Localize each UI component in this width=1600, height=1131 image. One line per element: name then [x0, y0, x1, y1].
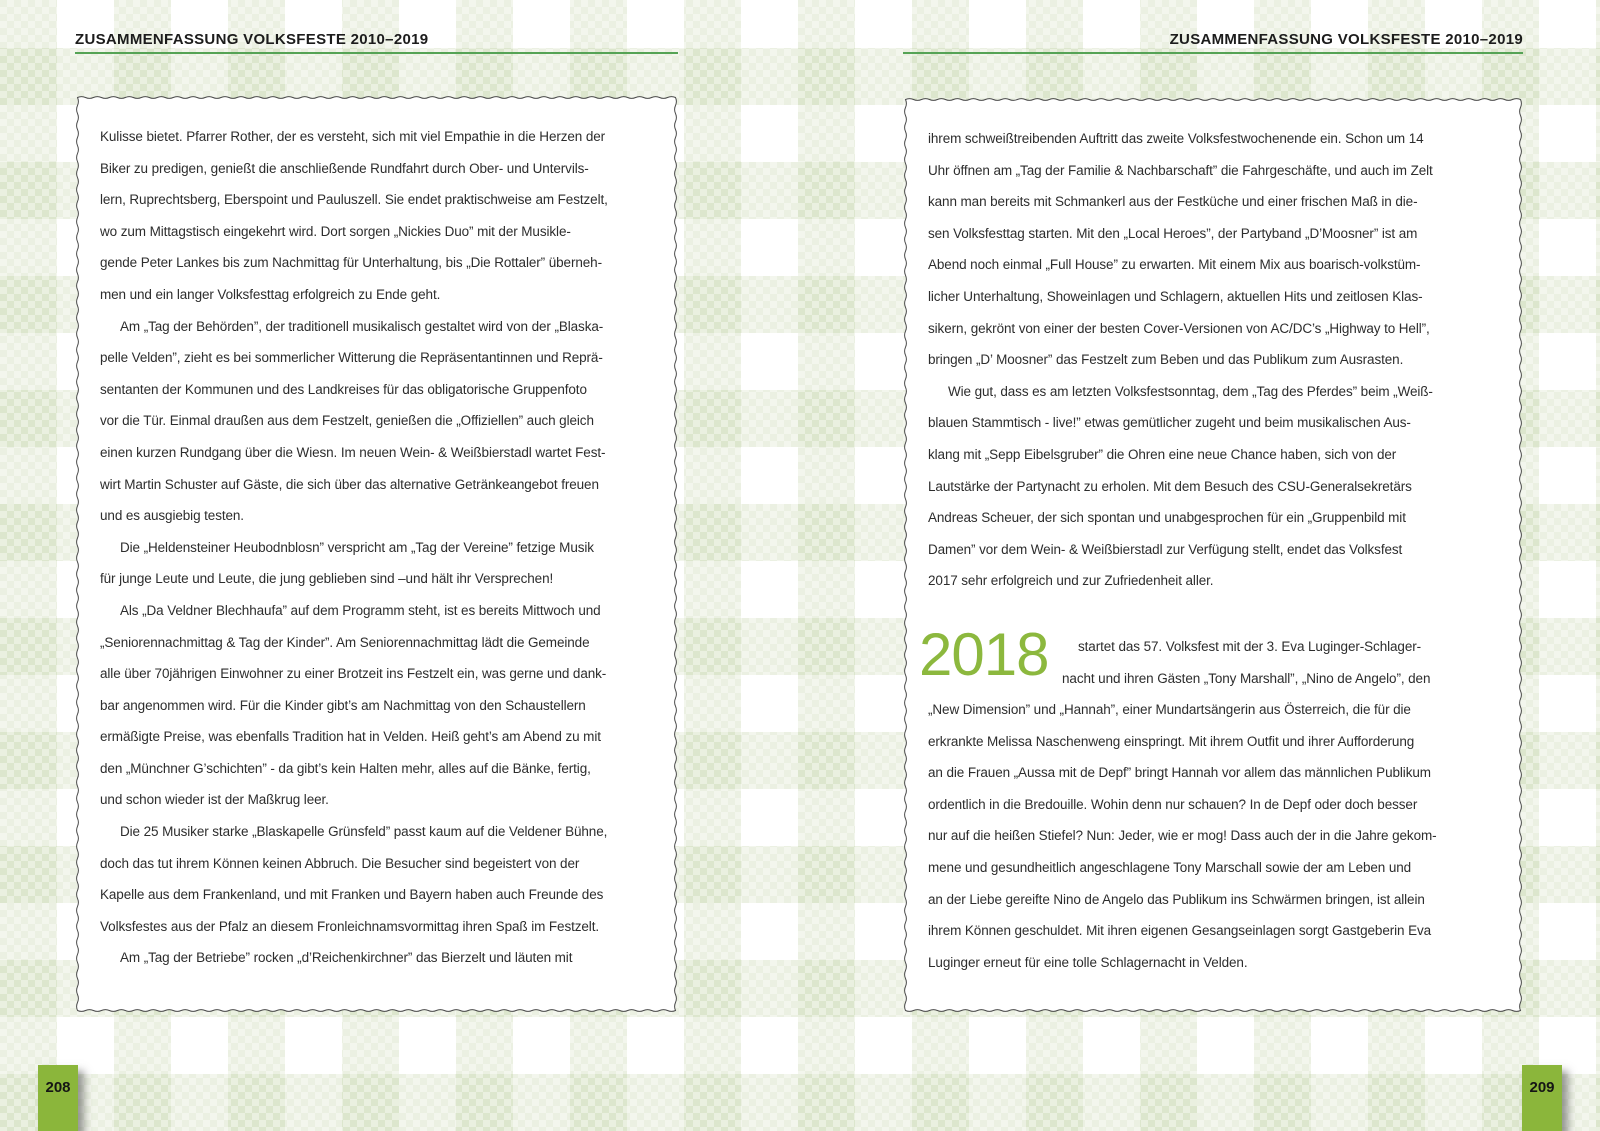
- text-line: Abend noch einmal „Full House” zu erwarten. Mit einem Mix aus boarisch-volkstüm-: [928, 257, 1421, 273]
- text-line: pelle Velden”, zieht es bei sommerlicher Witterung die Repräsentantinnen und Reprä-: [100, 350, 603, 366]
- text-line: kann man bereits mit Schmankerl aus der Festküche und einer frischen Maß in die-: [928, 194, 1418, 210]
- text-line: wirt Martin Schuster auf Gäste, die sich über das alternative Getränkeangebot freuen: [100, 476, 599, 492]
- text-line: Biker zu predigen, genießt die anschließende Rundfahrt durch Ober- und Untervils-: [100, 160, 589, 176]
- text-line: und schon wieder ist der Maßkrug leer.: [100, 792, 329, 808]
- text-line: Wie gut, dass es am letzten Volksfestsonntag, dem „Tag des Pferdes” beim „Weiß-: [948, 383, 1433, 399]
- header-rule-right: [903, 52, 1523, 54]
- header-rule-left: [75, 52, 678, 54]
- text-line: blauen Stammtisch - live!” etwas gemütlicher zugeht und beim musikalischen Aus-: [928, 415, 1411, 431]
- text-line: mene und gesundheitlich angeschlagene Tony Marschall sowie der am Leben und: [928, 860, 1412, 876]
- text-line: einen kurzen Rundgang über die Wiesn. Im neuen Wein- & Weißbierstadl wartet Fest-: [100, 444, 606, 460]
- text-line: und es ausgiebig testen.: [100, 508, 244, 524]
- text-line: Die 25 Musiker starke „Blaskapelle Grünsfeld” passt kaum auf die Veldener Bühne,: [120, 824, 608, 840]
- page-left: [75, 95, 678, 1013]
- text-line: für junge Leute und Leute, die jung geblieben sind –und hält ihr Versprechen!: [100, 571, 554, 587]
- text-line: men und ein langer Volksfesttag erfolgreich zu Ende geht.: [100, 286, 441, 302]
- page-right-text: [903, 97, 1523, 978]
- text-line: ermäßigte Preise, was ebenfalls Tradition hat in Velden. Heiß geht’s am Abend zu mit: [100, 729, 601, 745]
- running-header-right-title: ZUSAMMENFASSUNG VOLKSFESTE 2010–2019: [1169, 31, 1523, 48]
- text-line: 2017 sehr erfolgreich und zur Zufriedenheit aller.: [928, 573, 1214, 589]
- text-line: ihrem schweißtreibenden Auftritt das zweite Volksfestwochenende ein. Schon um 14: [928, 131, 1424, 146]
- text-line: an die Frauen „Aussa mit de Depf” bringt Hannah vor allem das männlichen Publikum: [928, 765, 1431, 781]
- text-line: „New Dimension” und „Hannah”, einer Mundartsängerin aus Österreich, die für die: [928, 702, 1411, 718]
- text-line: nur auf die heißen Stiefel? Nun: Jeder, wie er mog! Dass auch der in die Jahre gekom-: [928, 828, 1437, 844]
- text-line: bringen „D’ Moosner” das Festzelt zum Beben und das Publikum zum Ausrasten.: [928, 352, 1404, 368]
- text-line: Als „Da Veldner Blechhaufa” auf dem Programm steht, ist es bereits Mittwoch und: [120, 602, 601, 618]
- text-line: doch das tut ihrem Können keinen Abbruch. Die Besucher sind begeistert von der: [100, 855, 580, 871]
- text-line: licher Unterhaltung, Showeinlagen und Schlagern, aktuellen Hits und zeitlosen Klas-: [928, 288, 1423, 304]
- text-line: sentanten der Kommunen und des Landkreises für das obligatorische Gruppenfoto: [100, 381, 587, 397]
- running-header-left-title: ZUSAMMENFASSUNG VOLKSFESTE 2010–2019: [75, 31, 429, 48]
- text-line: wo zum Mittagstisch eingekehrt wird. Dort sorgen „Nickies Duo” mit der Musikle-: [100, 223, 571, 239]
- text-line: sikern, gekrönt von einer der besten Cover-Versionen von AC/DC’s „Highway to Hell”,: [928, 320, 1430, 336]
- text-line: Am „Tag der Behörden”, der traditionell musikalisch gestaltet wird von der „Blaska-: [120, 318, 604, 334]
- text-line: Am „Tag der Betriebe” rocken „d’Reichenkirchner” das Bierzelt und läuten mit: [120, 950, 573, 966]
- text-line: vor die Tür. Einmal draußen aus dem Festzelt, genießen die „Offiziellen” auch gleich: [100, 413, 594, 429]
- text-line: Kulisse bietet. Pfarrer Rother, der es versteht, sich mit viel Empathie in die Herzen der: [100, 129, 606, 144]
- text-line: ordentlich in die Bredouille. Wohin denn nur schauen? In de Depf oder doch besser: [928, 796, 1418, 812]
- text-line: Damen” vor dem Wein- & Weißbierstadl zur Verfügung stellt, endet das Volksfest: [928, 541, 1403, 557]
- text-line: Luginger erneut für eine tolle Schlagernacht in Velden.: [928, 954, 1248, 970]
- text-line: erkrankte Melissa Naschenweng einspringt. Mit ihrem Outfit und ihrer Aufforderung: [928, 733, 1415, 749]
- text-line: Kapelle aus dem Frankenland, und mit Franken und Bayern haben auch Freunde des: [100, 887, 604, 903]
- text-line: sen Volksfesttag starten. Mit den „Local Heroes”, der Partyband „D’Moosner” ist am: [928, 225, 1418, 241]
- text-line: „Seniorennachmittag & Tag der Kinder”. Am Seniorennachmittag lädt die Gemeinde: [100, 634, 590, 650]
- text-line: Volksfestes aus der Pfalz an diesem Fronleichnamsvormittag ihren Spaß im Festzelt.: [100, 918, 600, 934]
- text-line: klang mit „Sepp Eibelsgruber” die Ohren eine neue Chance haben, sich von der: [928, 446, 1397, 462]
- text-line: alle über 70jährigen Einwohner zu einer Brotzeit ins Festzelt ein, was gerne und dank-: [100, 666, 607, 682]
- year-heading: 2018: [919, 621, 1049, 688]
- page-number-right: 209: [1522, 1065, 1562, 1131]
- text-line: Uhr öffnen am „Tag der Familie & Nachbarschaft” die Fahrgeschäfte, und auch im Zelt: [928, 162, 1433, 178]
- text-line: bar angenommen wird. Für die Kinder gibt’s am Nachmittag von den Schaustellern: [100, 697, 586, 713]
- text-line: gende Peter Lankes bis zum Nachmittag für Unterhaltung, bis „Die Rottaler” überneh-: [100, 255, 602, 271]
- text-line: nacht und ihren Gästen „Tony Marshall”, „Nino de Angelo”, den: [1062, 670, 1431, 686]
- text-line: Lautstärke der Partynacht zu erholen. Mit dem Besuch des CSU-Generalsekretärs: [928, 478, 1412, 494]
- running-header-right: [903, 31, 1523, 54]
- text-line: ihrem Können geschuldet. Mit ihren eigenen Gesangseinlagen sorgt Gastgeberin Eva: [928, 923, 1432, 939]
- text-line: an der Liebe gereifte Nino de Angelo das Publikum ins Schwärmen bringen, ist allein: [928, 891, 1425, 907]
- text-line: startet das 57. Volksfest mit der 3. Eva Luginger-Schlager-: [1078, 638, 1422, 654]
- page-right: [903, 97, 1523, 1013]
- text-line: den „Münchner G’schichten” - da gibt’s kein Halten mehr, alles auf die Bänke, fertig,: [100, 760, 591, 776]
- page-left-text: [75, 95, 678, 974]
- page-number-left: 208: [38, 1065, 78, 1131]
- text-line: Die „Heldensteiner Heubodnblosn” verspricht am „Tag der Vereine” fetzige Musik: [120, 539, 594, 555]
- running-header-left: [75, 31, 678, 54]
- text-line: Andreas Scheuer, der sich spontan und unabgesprochen für ein „Gruppenbild mit: [928, 510, 1406, 526]
- text-line: lern, Ruprechtsberg, Eberspoint und Pauluszell. Sie endet praktischweise am Festzelt,: [100, 192, 608, 208]
